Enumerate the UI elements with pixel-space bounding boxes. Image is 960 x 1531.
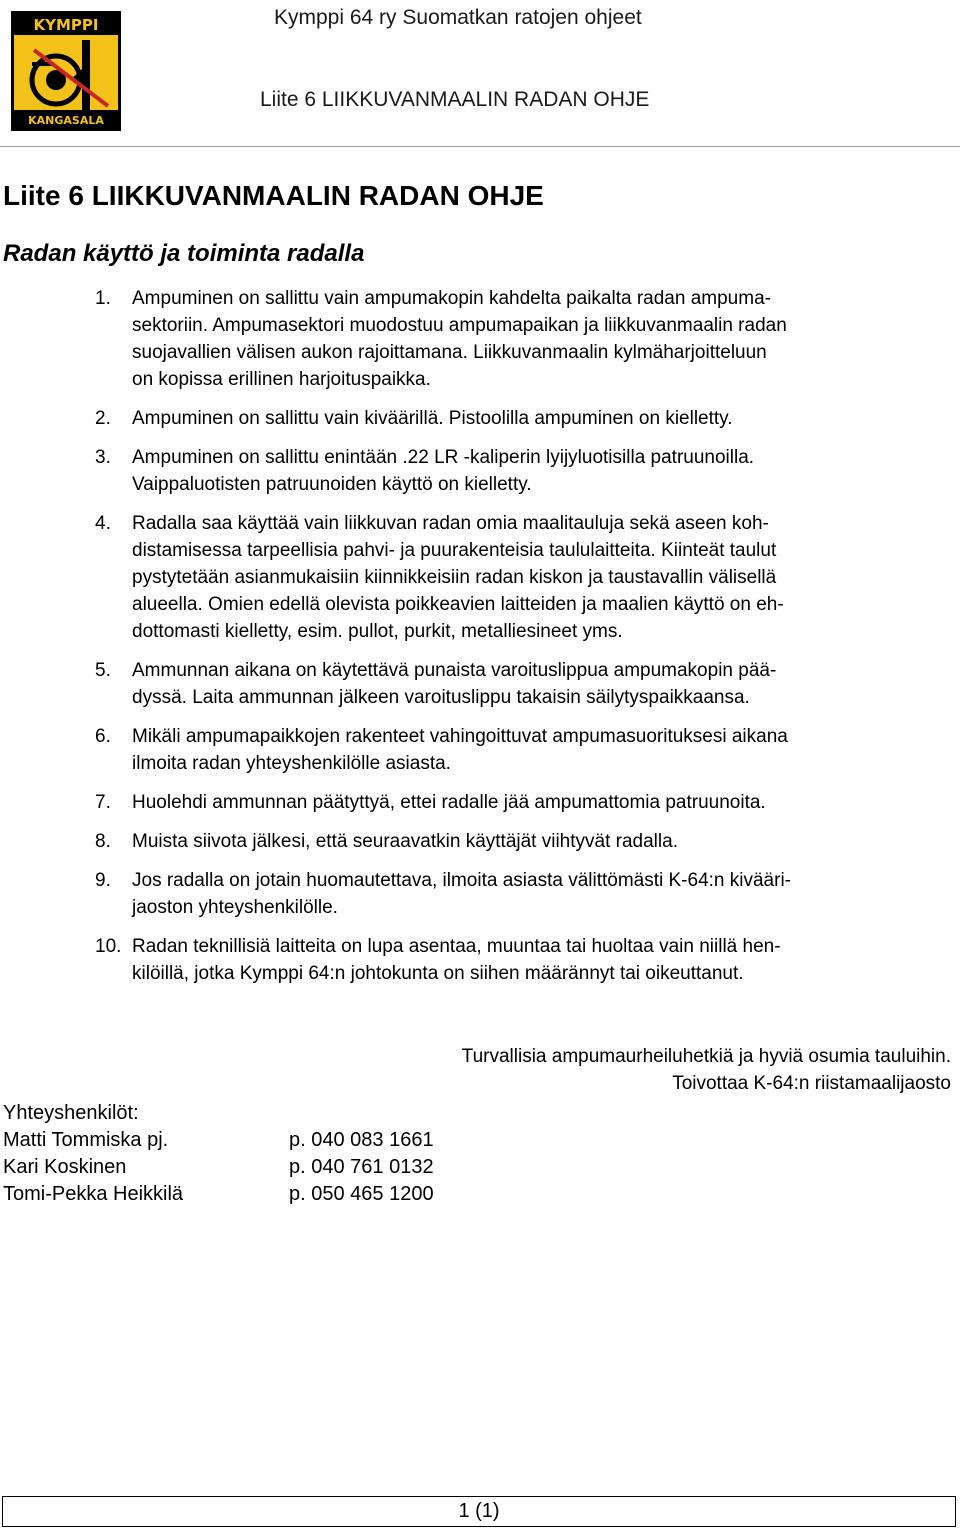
rule-text-line: Ampuminen on sallittu enintään .22 LR -kaliperin lyijyluotisilla patruunoilla.: [132, 447, 755, 468]
rule-number: 5.: [95, 660, 111, 681]
rule-number: 4.: [95, 513, 111, 534]
rule-text-line: Vaippaluotisten patruunoiden käyttö on kielletty.: [132, 474, 532, 495]
list-item: [95, 285, 957, 393]
rule-text-line: sektoriin. Ampumasektori muodostuu ampumapaikan ja liikkuvanmaalin radan: [132, 315, 787, 336]
rule-text-line: Muista siivota jälkesi, että seuraavatkin käyttäjät viihtyvät radalla.: [132, 831, 678, 852]
list-item: [95, 828, 957, 855]
logo-top-text: KYMPPI: [33, 16, 99, 34]
rule-text-line: Huolehdi ammunnan päätyttyä, ettei radalle jää ampumattomia patruunoita.: [132, 792, 766, 813]
rule-text-line: Ampuminen on sallittu vain kiväärillä. Pistoolilla ampuminen on kielletty.: [132, 408, 733, 429]
contact-phone: p. 040 083 1661: [289, 1129, 434, 1151]
list-item: [95, 444, 957, 498]
contact-name: Matti Tommiska pj.: [3, 1129, 169, 1151]
contact-name: Tomi-Pekka Heikkilä: [3, 1183, 184, 1205]
list-item: [95, 405, 957, 432]
rules-list: [95, 285, 957, 999]
rule-text-line: on kopissa erillinen harjoituspaikka.: [132, 369, 431, 390]
header-divider: [0, 146, 960, 147]
list-item: [95, 510, 957, 645]
rule-text-line: Radan teknillisiä laitteita on lupa asentaa, muuntaa tai huoltaa vain niillä hen-: [132, 936, 781, 957]
closing-signature: Toivottaa K-64:n riistamaalijaosto: [672, 1073, 951, 1094]
section-title: Radan käyttö ja toiminta radalla: [3, 240, 365, 267]
header-title: Kymppi 64 ry Suomatkan ratojen ohjeet: [274, 6, 642, 29]
contact-phone: p. 050 465 1200: [289, 1183, 434, 1205]
rule-text-line: Ammunnan aikana on käytettävä punaista varoituslippua ampumakopin pää-: [132, 660, 777, 681]
kymppi-logo: [10, 10, 122, 132]
kymppi-logo-graphic: [10, 10, 122, 132]
page-number: 1 (1): [458, 1500, 500, 1522]
header-subtitle: Liite 6 LIIKKUVANMAALIN RADAN OHJE: [260, 88, 650, 111]
logo-bottom-text: KANGASALA: [28, 114, 104, 127]
rule-number: 9.: [95, 870, 111, 891]
rule-number: 1.: [95, 288, 111, 309]
rule-text-line: dyssä. Laita ammunnan jälkeen varoituslippu takaisin säilytyspaikkaansa.: [132, 687, 750, 708]
rule-text-line: Jos radalla on jotain huomautettava, ilmoita asiasta välittömästi K-64:n kivääri-: [132, 870, 791, 891]
contacts-block: [3, 1100, 434, 1208]
rule-number: 7.: [95, 792, 111, 813]
closing-line: Turvallisia ampumaurheiluhetkiä ja hyviä osumia tauluihin.: [461, 1046, 951, 1067]
rule-text-line: alueella. Omien edellä olevista poikkeavien laitteiden ja maalien käyttö on eh-: [132, 594, 784, 615]
rule-text-line: Ampuminen on sallittu vain ampumakopin kahdelta paikalta radan ampuma-: [132, 288, 771, 309]
rule-text-line: dottomasti kielletty, esim. pullot, purkit, metalliesineet yms.: [132, 621, 623, 642]
contacts-label: Yhteyshenkilöt:: [3, 1102, 139, 1124]
list-item: [95, 723, 957, 777]
contact-row: [3, 1127, 434, 1154]
contact-name: Kari Koskinen: [3, 1156, 127, 1178]
closing-greeting: [462, 1043, 951, 1097]
rule-text-line: kilöillä, jotka Kymppi 64:n johtokunta on siihen määrännyt tai oikeuttanut.: [132, 963, 744, 984]
list-item: [95, 657, 957, 711]
rule-number: 6.: [95, 726, 111, 747]
rule-text-line: suojavallien välisen aukon rajoittamana. Liikkuvanmaalin kylmäharjoitteluun: [132, 342, 767, 363]
contact-row: [3, 1154, 434, 1181]
rule-text-line: distamisessa tarpeellisia pahvi- ja puurakenteisia taululaitteita. Kiinteät taulut: [132, 540, 777, 561]
rule-number: 3.: [95, 447, 111, 468]
rule-text-line: pystytetään asianmukaisiin kiinnikkeisiin radan kiskon ja taustavallin välisellä: [132, 567, 777, 588]
list-item: [95, 789, 957, 816]
document-title: Liite 6 LIIKKUVANMAALIN RADAN OHJE: [3, 180, 544, 211]
footer: [2, 1496, 956, 1527]
rule-number: 10.: [95, 936, 122, 957]
rule-text-line: Mikäli ampumapaikkojen rakenteet vahingoittuvat ampumasuorituksesi aikana: [132, 726, 788, 747]
contact-row: [3, 1181, 434, 1208]
rule-number: 8.: [95, 831, 111, 852]
rule-number: 2.: [95, 408, 111, 429]
rule-text-line: ilmoita radan yhteyshenkilölle asiasta.: [132, 753, 451, 774]
rule-text-line: jaoston yhteyshenkilölle.: [132, 897, 338, 918]
rule-text-line: Radalla saa käyttää vain liikkuvan radan omia maalitauluja sekä aseen koh-: [132, 513, 769, 534]
list-item: [95, 867, 957, 921]
list-item: [95, 933, 957, 987]
contact-phone: p. 040 761 0132: [289, 1156, 434, 1178]
